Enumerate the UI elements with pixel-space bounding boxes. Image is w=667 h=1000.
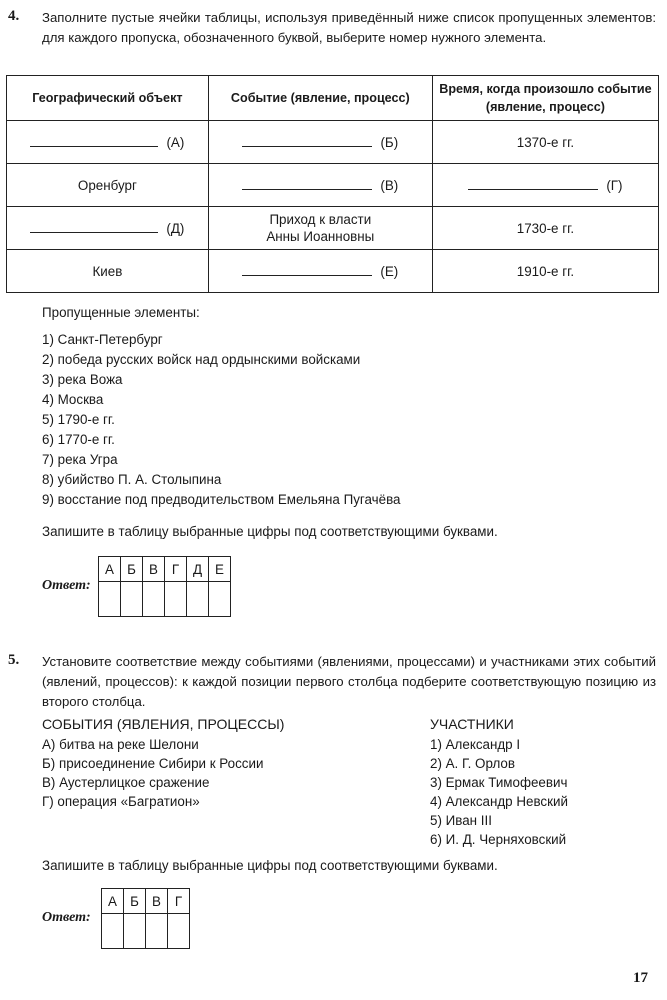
cell-e[interactable]: (Е) xyxy=(208,250,432,293)
missing-item: 2) победа русских войск над ордынскими войсками xyxy=(42,352,361,367)
participants-heading: УЧАСТНИКИ xyxy=(430,716,514,732)
answer-letter: Г xyxy=(168,889,190,914)
participant-item: 4) Александр Невский xyxy=(430,794,568,809)
answer-cell[interactable] xyxy=(99,582,121,617)
task4-text: Заполните пустые ячейки таблицы, используя приведённый ниже список пропущенных элементов: для каждого пропуска, обозначенного буквой, выберите номер нужного элемента. xyxy=(42,10,656,45)
task5-instruction: Запишите в таблицу выбранные цифры под соответствующими буквами. xyxy=(42,858,498,873)
cell-kiev: Киев xyxy=(7,250,209,293)
answer-cell[interactable] xyxy=(124,914,146,949)
participant-item: 1) Александр I xyxy=(430,737,521,752)
answer-letter: Г xyxy=(165,557,187,582)
participant-item: 2) А. Г. Орлов xyxy=(430,756,515,771)
task4-instruction: Запишите в таблицу выбранные цифры под соответствующими буквами. xyxy=(42,524,498,539)
answer-letter: Д xyxy=(187,557,209,582)
answer-letter: А xyxy=(99,557,121,582)
cell-b[interactable]: (Б) xyxy=(208,121,432,164)
cell-d[interactable]: (Д) xyxy=(7,207,209,250)
participant-item: 3) Ермак Тимофеевич xyxy=(430,775,568,790)
missing-title: Пропущенные элементы: xyxy=(42,305,200,320)
missing-item: 5) 1790-е гг. xyxy=(42,412,115,427)
cell-orenburg: Оренбург xyxy=(7,164,209,207)
cell-g[interactable]: (Г) xyxy=(432,164,658,207)
missing-item: 8) убийство П. А. Столыпина xyxy=(42,472,222,487)
events-heading: СОБЫТИЯ (ЯВЛЕНИЯ, ПРОЦЕССЫ) xyxy=(42,716,285,732)
answer-letter: В xyxy=(143,557,165,582)
page-number: 17 xyxy=(633,970,648,986)
cell-a[interactable]: (А) xyxy=(7,121,209,164)
answer-cell[interactable] xyxy=(121,582,143,617)
header-geo: Географический объект xyxy=(7,76,209,121)
participant-item: 5) Иван III xyxy=(430,813,492,828)
participant-item: 6) И. Д. Черняховский xyxy=(430,832,567,847)
answer-cell[interactable] xyxy=(187,582,209,617)
task4-answer-table xyxy=(98,556,231,617)
event-item: Б) присоединение Сибири к России xyxy=(42,756,264,771)
answer-letter: А xyxy=(102,889,124,914)
missing-item: 3) река Вожа xyxy=(42,372,123,387)
task5-answer-label: Ответ: xyxy=(42,910,91,925)
cell-v[interactable]: (В) xyxy=(208,164,432,207)
task5-text: Установите соответствие между событиями (явлениями, процессами) и участниками этих событий (явлений, процессов): к каждой позиции первого столбца подберите соответствующую позицию из второго столбца. xyxy=(42,654,656,709)
missing-item: 4) Москва xyxy=(42,392,104,407)
answer-cell[interactable] xyxy=(143,582,165,617)
answer-letter: Б xyxy=(124,889,146,914)
answer-cell[interactable] xyxy=(209,582,231,617)
answer-letter: Е xyxy=(209,557,231,582)
cell-time-3: 1730-е гг. xyxy=(432,207,658,250)
cell-time-1: 1370-е гг. xyxy=(432,121,658,164)
task4-table xyxy=(6,75,659,293)
missing-item: 9) восстание под предводительством Емельяна Пугачёва xyxy=(42,492,401,507)
answer-cell[interactable] xyxy=(168,914,190,949)
answer-cell[interactable] xyxy=(102,914,124,949)
task4-number: 4. xyxy=(8,8,20,24)
cell-anna: Приход к власти Анны Иоанновны xyxy=(208,207,432,250)
answer-cell[interactable] xyxy=(165,582,187,617)
answer-cell[interactable] xyxy=(146,914,168,949)
answer-letter: Б xyxy=(121,557,143,582)
answer-letter: В xyxy=(146,889,168,914)
event-item: Г) операция «Багратион» xyxy=(42,794,200,809)
event-item: В) Аустерлицкое сражение xyxy=(42,775,210,790)
cell-time-4: 1910-е гг. xyxy=(432,250,658,293)
event-item: А) битва на реке Шелони xyxy=(42,737,199,752)
missing-item: 7) река Угра xyxy=(42,452,118,467)
task5-number: 5. xyxy=(8,652,20,668)
missing-item: 6) 1770-е гг. xyxy=(42,432,115,447)
task5-answer-table xyxy=(101,888,190,949)
missing-item: 1) Санкт-Петербург xyxy=(42,332,163,347)
task4-answer-label: Ответ: xyxy=(42,578,91,593)
header-time: Время, когда произошло событие (явление, процесс) xyxy=(432,76,658,121)
header-event: Событие (явление, процесс) xyxy=(208,76,432,121)
